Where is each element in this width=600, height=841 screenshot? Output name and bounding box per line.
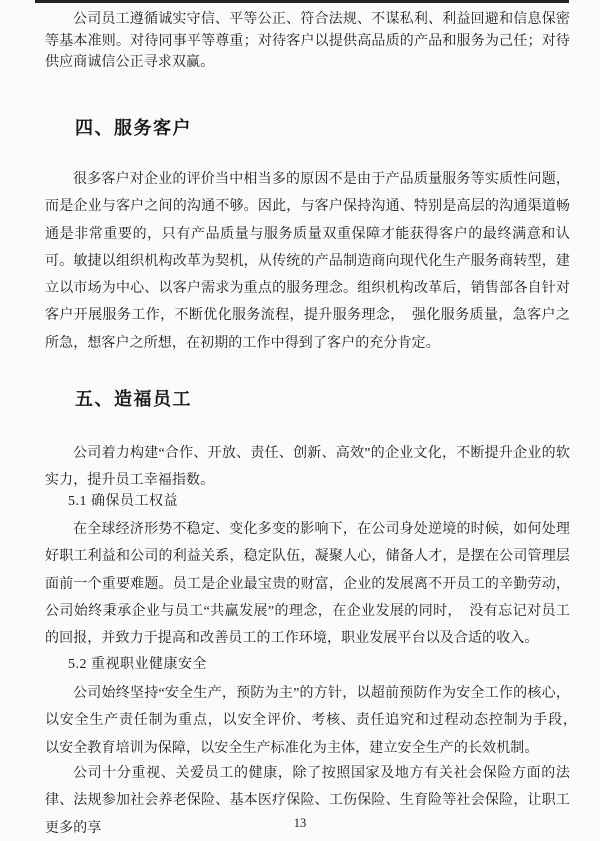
- section-4-paragraph: 很多客户对企业的评价当中相当多的原因不是由于产品质量服务等实质性问题，而是企业与客户之间的沟通不够。因此，与客户保持沟通、特别是高层的沟通渠道畅通是非常重要的，只有产品质量与服务质量双重保障才能获得客户的最终满意和认可。敏捷以组织机构改革为契机，从传统的产品制造商向现代化生产服务商转型，建立以市场为中心、以客户需求为重点的服务理念。组织机构改革后，销售部各自针对客户开展服务工作，不断优化服务流程，提升服务理念， 强化服务质量，急客户之所急，想客户之所想，在初期的工作中得到了客户的充分肯定。: [45, 172, 570, 351]
- section-5-1-heading: 5.1 确保员工权益: [68, 494, 178, 509]
- section-4-heading: 四、服务客户: [75, 118, 192, 138]
- section-5-2-paragraph-1: 公司始终坚持“安全生产，预防为主”的方针，以超前预防作为安全工作的核心，以安全生产责任制为重点，以安全评价、考核、责任追究和过程动态控制为手段， 以安全教育培训为保障，以安全生产标准化为主体，建立安全生产的长效机制。: [45, 686, 585, 756]
- section-5-2-heading: 5.2 重视职业健康安全: [68, 657, 207, 672]
- intro-paragraph: 公司员工遵循诚实守信、平等公正、符合法规、不谋私利、利益回避和信息保密等基本准则。对待同事平等尊重；对待客户以提供高品质的产品和服务为己任；对待供应商诚信公正寻求双赢。: [45, 12, 570, 71]
- section-5-2-paragraph-2: 公司十分重视、关爱员工的健康，除了按照国家及地方有关社会保险方面的法律、法规参加社会养老保险、基本医疗保险、工伤保险、生育险等社会保险，让职工更多的享: [45, 766, 570, 836]
- section-5-intro-paragraph: 公司着力构建“合作、开放、责任、创新、高效”的企业文化，不断提升企业的软实力，提升员工幸福指数。: [45, 446, 570, 489]
- header-rule: [35, 0, 569, 3]
- section-5-heading: 五、造福员工: [75, 389, 192, 409]
- section-5-1-paragraph: 在全球经济形势不稳定、变化多变的影响下，在公司身处逆境的时候，如何处理好职工利益和公司的利益关系，稳定队伍，凝聚人心，储备人才，是摆在公司管理层面前一个重要难题。员工是企业最宝贵的财富，企业的发展离不开员工的辛勤劳动，公司始终秉承企业与员工“共赢发展”的理念，在企业发展的同时， 没有忘记对员工的回报，并致力于提高和改善员工的工作环境，职业发展平台以及合适的收入。: [45, 522, 570, 647]
- page-number: 13: [293, 816, 307, 830]
